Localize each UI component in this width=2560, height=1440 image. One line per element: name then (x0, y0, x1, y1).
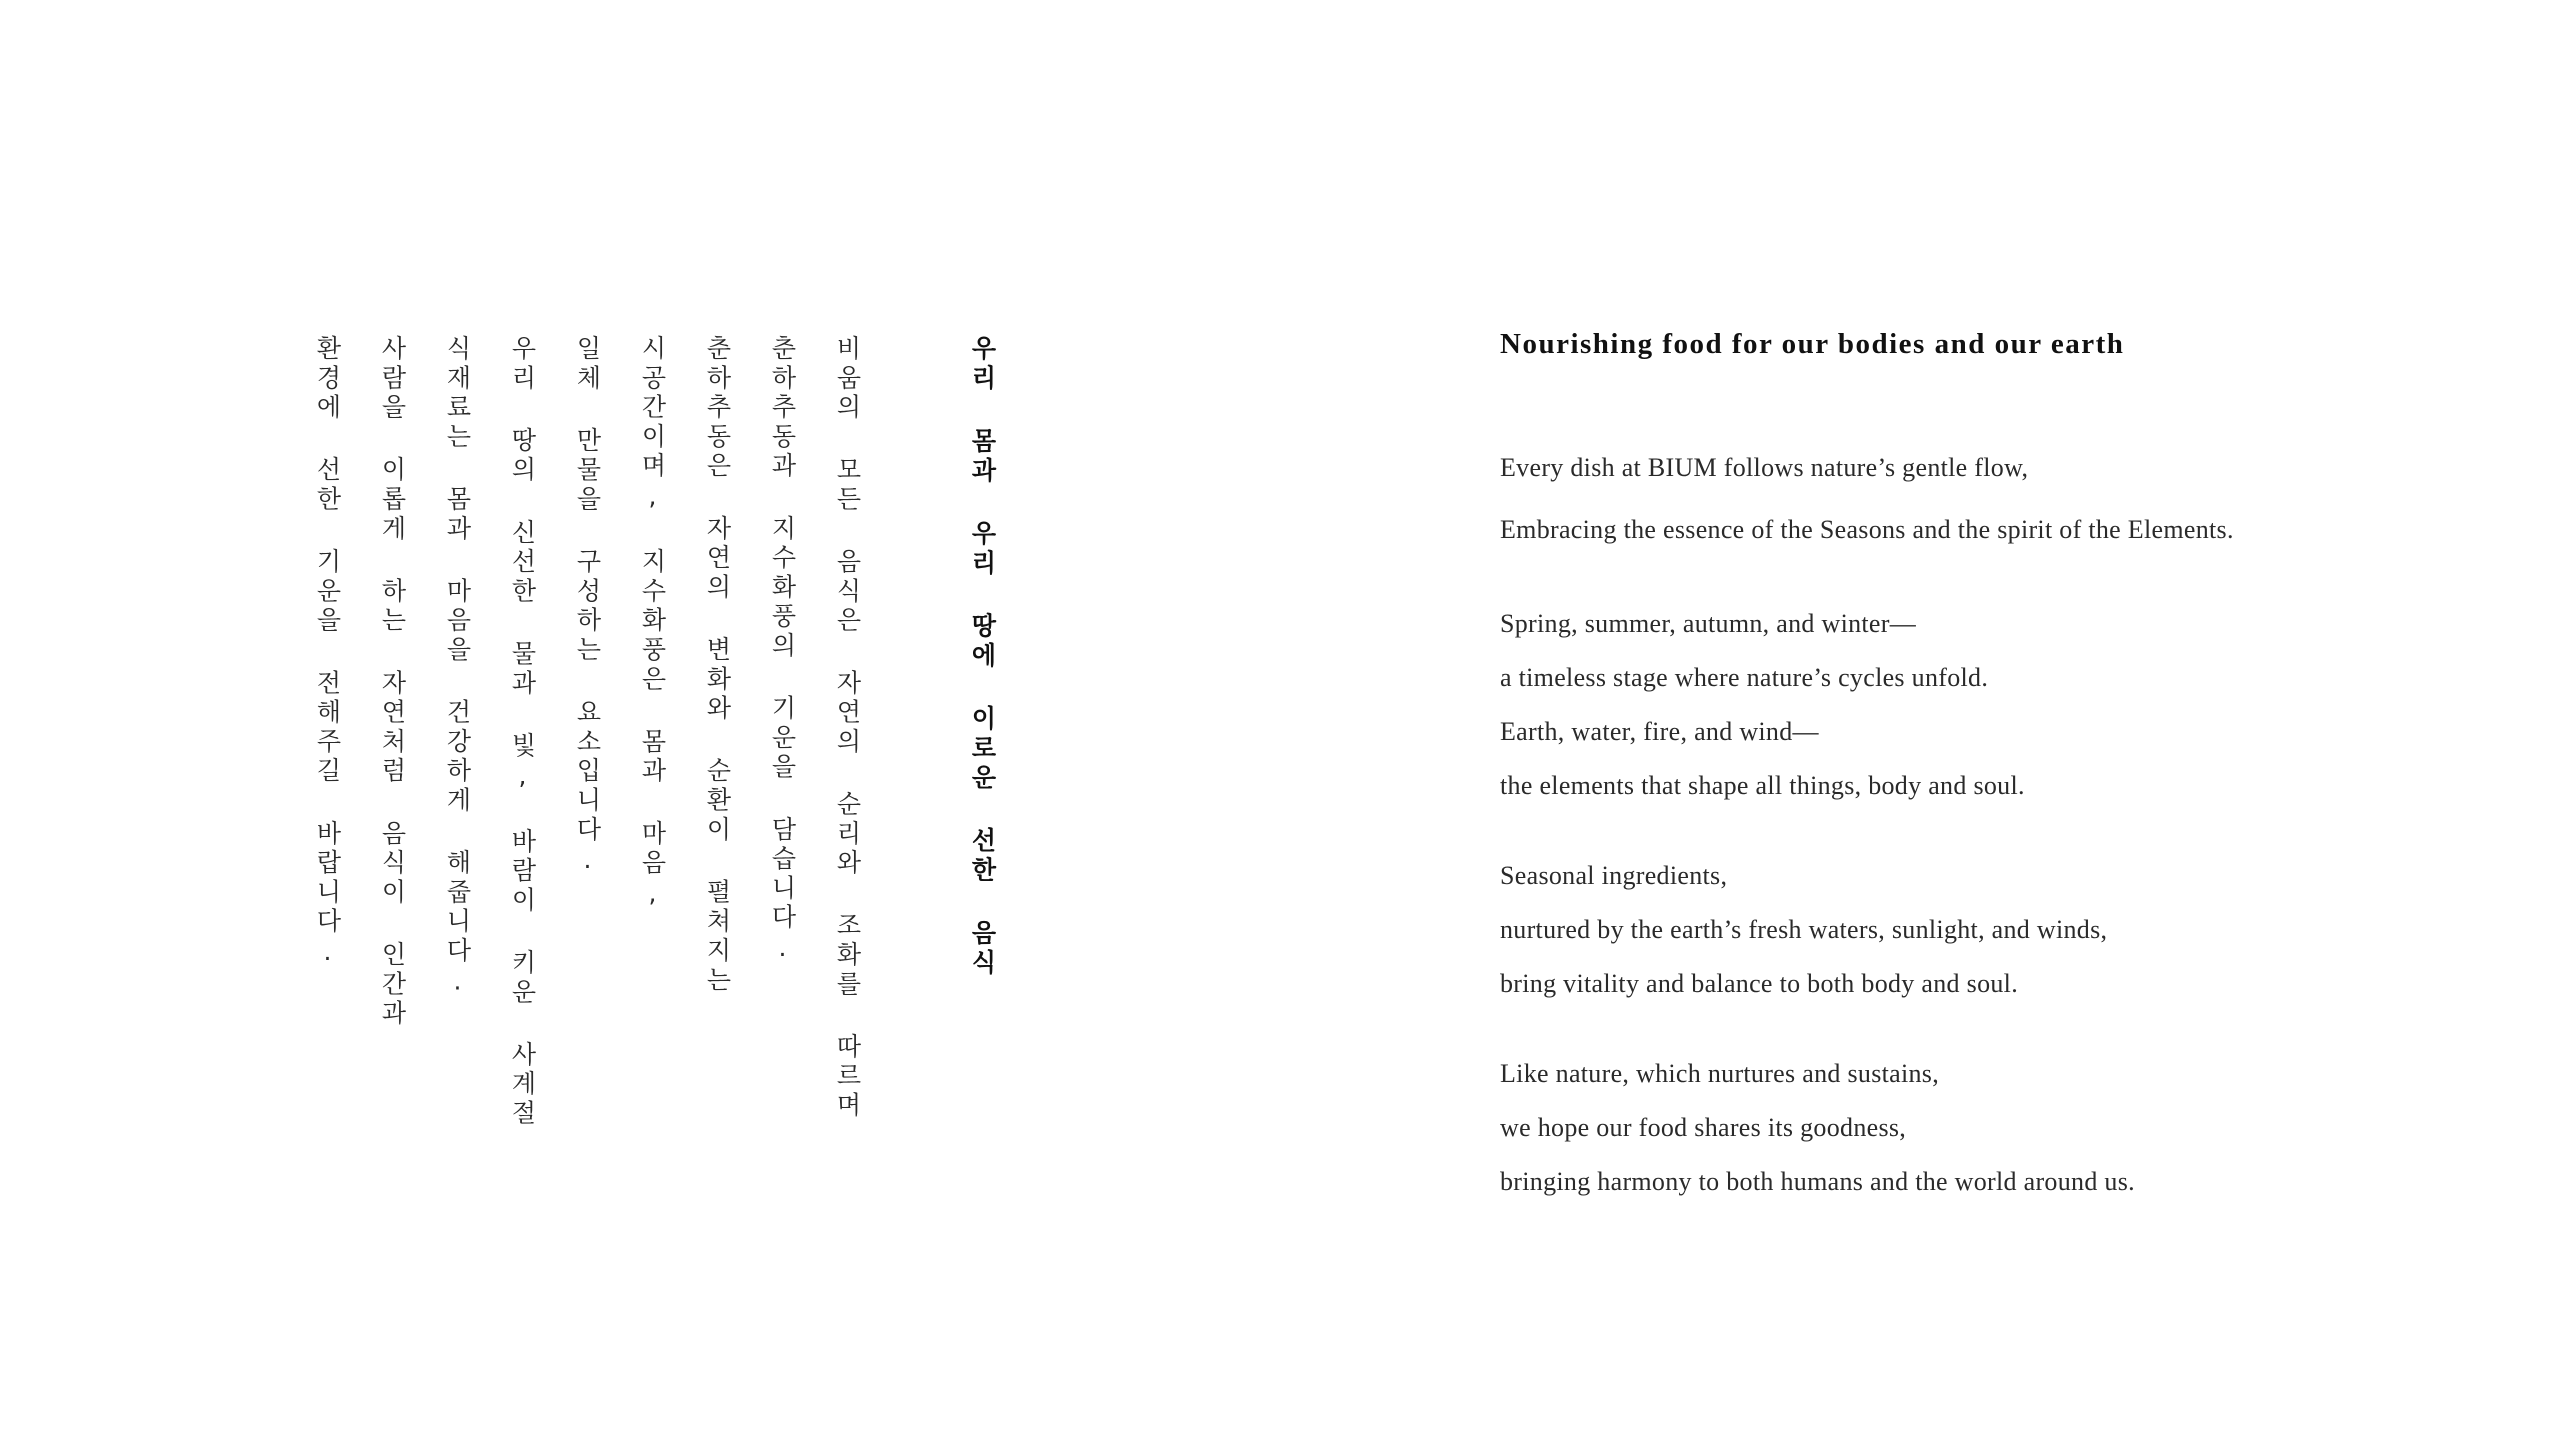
korean-line-2: 춘하추동과 지수화풍의 기운을 담습니다. (768, 335, 797, 967)
stanza-3 (1500, 849, 2500, 1011)
korean-line-7: 식재료는 몸과 마음을 건강하게 해줍니다. (443, 335, 472, 1000)
korean-line-5: 일체 만물을 구성하는 요소입니다. (573, 335, 602, 879)
stanza-line: bring vitality and balance to both body and soul. (1500, 969, 2018, 998)
english-text-block (1500, 330, 2500, 1245)
stanza-line: the elements that shape all things, body and soul. (1500, 771, 2025, 800)
stanza-line: nurtured by the earth’s fresh waters, sunlight, and winds, (1500, 915, 2108, 944)
stanza-line: we hope our food shares its goodness, (1500, 1113, 1907, 1142)
stanza-line: Earth, water, fire, and wind— (1500, 717, 1819, 746)
stanza-line: Spring, summer, autumn, and winter— (1500, 609, 1917, 638)
stanza-2 (1500, 597, 2500, 813)
stanza-line: Embracing the essence of the Seasons and the spirit of the Elements. (1500, 515, 2234, 544)
stanza-line: Seasonal ingredients, (1500, 861, 1728, 890)
korean-line-6: 우리 땅의 신선한 물과 빛, 바람이 키운 사계절 (508, 335, 537, 1129)
korean-line-1: 비움의 모든 음식은 자연의 순리와 조화를 따르며 (833, 335, 862, 1121)
korean-line-3: 춘하추동은 자연의 변화와 순환이 펼쳐지는 (703, 335, 732, 996)
korean-line-4: 시공간이며, 지수화풍은 몸과 마음, (638, 335, 667, 912)
korean-line-9: 환경에 선한 기운을 전해주길 바랍니다. (313, 335, 342, 971)
korean-title: 우리 몸과 우리 땅에 이로운 선한 음식 (968, 335, 997, 979)
stanza-4 (1500, 1047, 2500, 1209)
english-title: Nourishing food for our bodies and our earth (1500, 328, 2125, 360)
stanza-line: bringing harmony to both humans and the world around us. (1500, 1167, 2135, 1196)
stanza-line: Every dish at BIUM follows nature’s gentle flow, (1500, 453, 2029, 482)
stanza-line: a timeless stage where nature’s cycles unfold. (1500, 663, 1989, 692)
korean-text-block (275, 335, 997, 1129)
korean-line-8: 사람을 이롭게 하는 자연처럼 음식이 인간과 (378, 335, 407, 1029)
stanza-1 (1500, 437, 2500, 561)
stanza-line: Like nature, which nurtures and sustains, (1500, 1059, 1940, 1088)
